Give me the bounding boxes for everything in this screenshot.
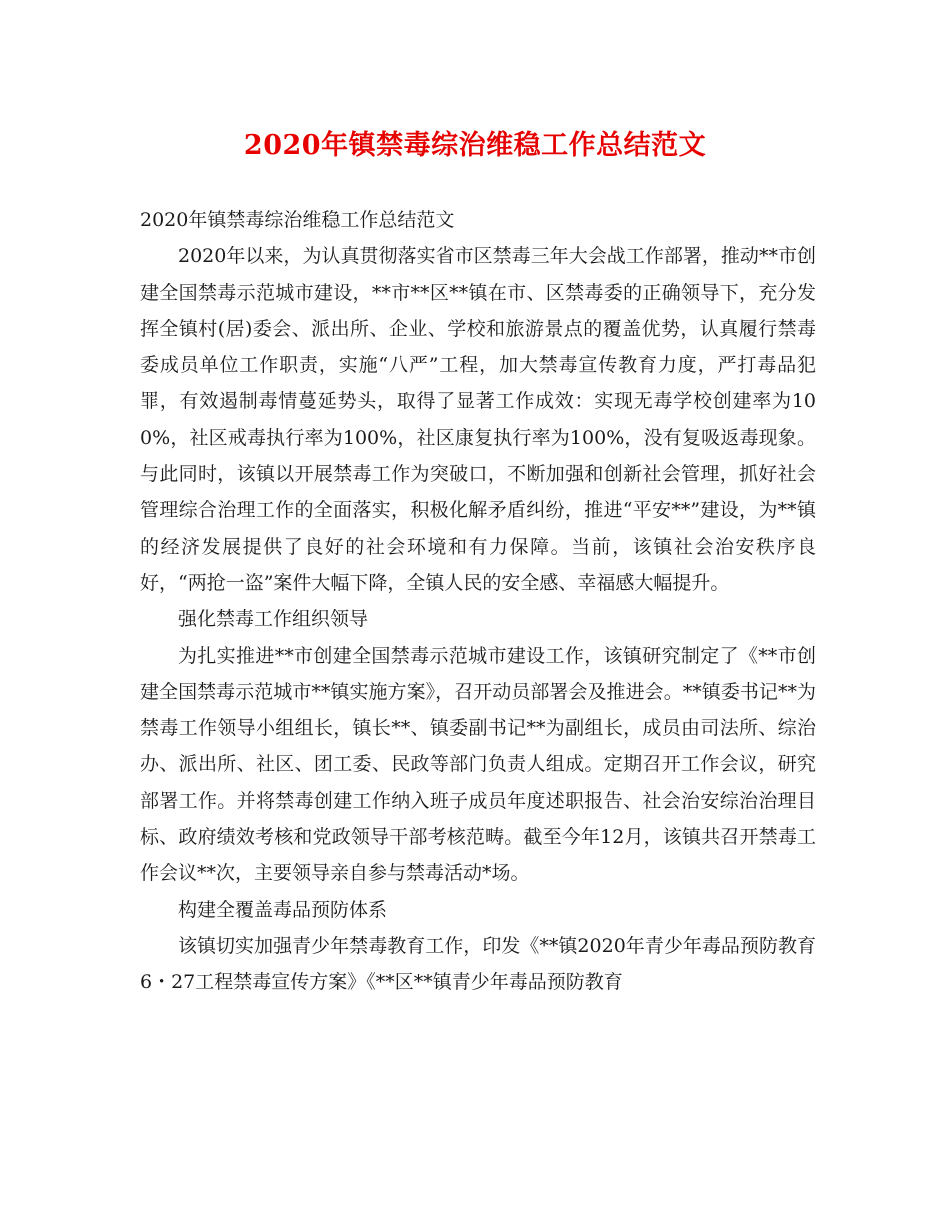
section-heading-prevention: 构建全覆盖毒品预防体系 [178, 898, 388, 921]
document-body [140, 202, 816, 1001]
body-paragraph-intro: 2020年以来，为认真贯彻落实省市区禁毒三年大会战工作部署，推动**市创建全国禁毒示范城市建设，**市**区**镇在市、区禁毒委的正确领导下，充分发挥全镇村(居)委会、派出所、企业、学校和旅游景点的覆盖优势，认真履行禁毒委成员单位工作职责，实施“八严”工程，加大禁毒宣传教育力度，严打毒品犯罪，有效遏制毒情蔓延势头，取得了显著工作成效：实现无毒学校创建率为100%，社区戒毒执行率为100%，社区康复执行率为100%，没有复吸返毒现象。与此同时，该镇以开展禁毒工作为突破口，不断加强和创新社会管理，抓好社会管理综合治理工作的全面落实，积极化解矛盾纠纷，推进“平安**”建设，为**镇的经济发展提供了良好的社会环境和有力保障。当前，该镇社会治安秩序良好，“两抢一盗”案件大幅下降，全镇人民的安全感、幸福感大幅提升。 [140, 245, 816, 594]
body-paragraph-prevention: 该镇切实加强青少年禁毒教育工作，印发《**镇2020年青少年毒品预防教育6・27工程禁毒宣传方案》《**区**镇青少年毒品预防教育 [140, 934, 816, 994]
document-title: 2020年镇禁毒综治维稳工作总结范文 [243, 130, 707, 161]
body-paragraph-subtitle: 2020年镇禁毒综治维稳工作总结范文 [140, 209, 455, 231]
body-paragraph-leadership: 为扎实推进**市创建全国禁毒示范城市建设工作，该镇研究制定了《**市创建全国禁毒示范城市**镇实施方案》，召开动员部署会及推进会。**镇委书记**为禁毒工作领导小组组长，镇长**、镇委副书记**为副组长，成员由司法所、综治办、派出所、社区、团工委、民政等部门负责人组成。定期召开工作会议，研究部署工作。并将禁毒创建工作纳入班子成员年度述职报告、社会治安综治治理目标、政府绩效考核和党政领导干部考核范畴。截至今年12月，该镇共召开禁毒工作会议**次，主要领导亲自参与禁毒活动*场。 [140, 644, 816, 885]
section-heading-leadership: 强化禁毒工作组织领导 [178, 608, 369, 631]
